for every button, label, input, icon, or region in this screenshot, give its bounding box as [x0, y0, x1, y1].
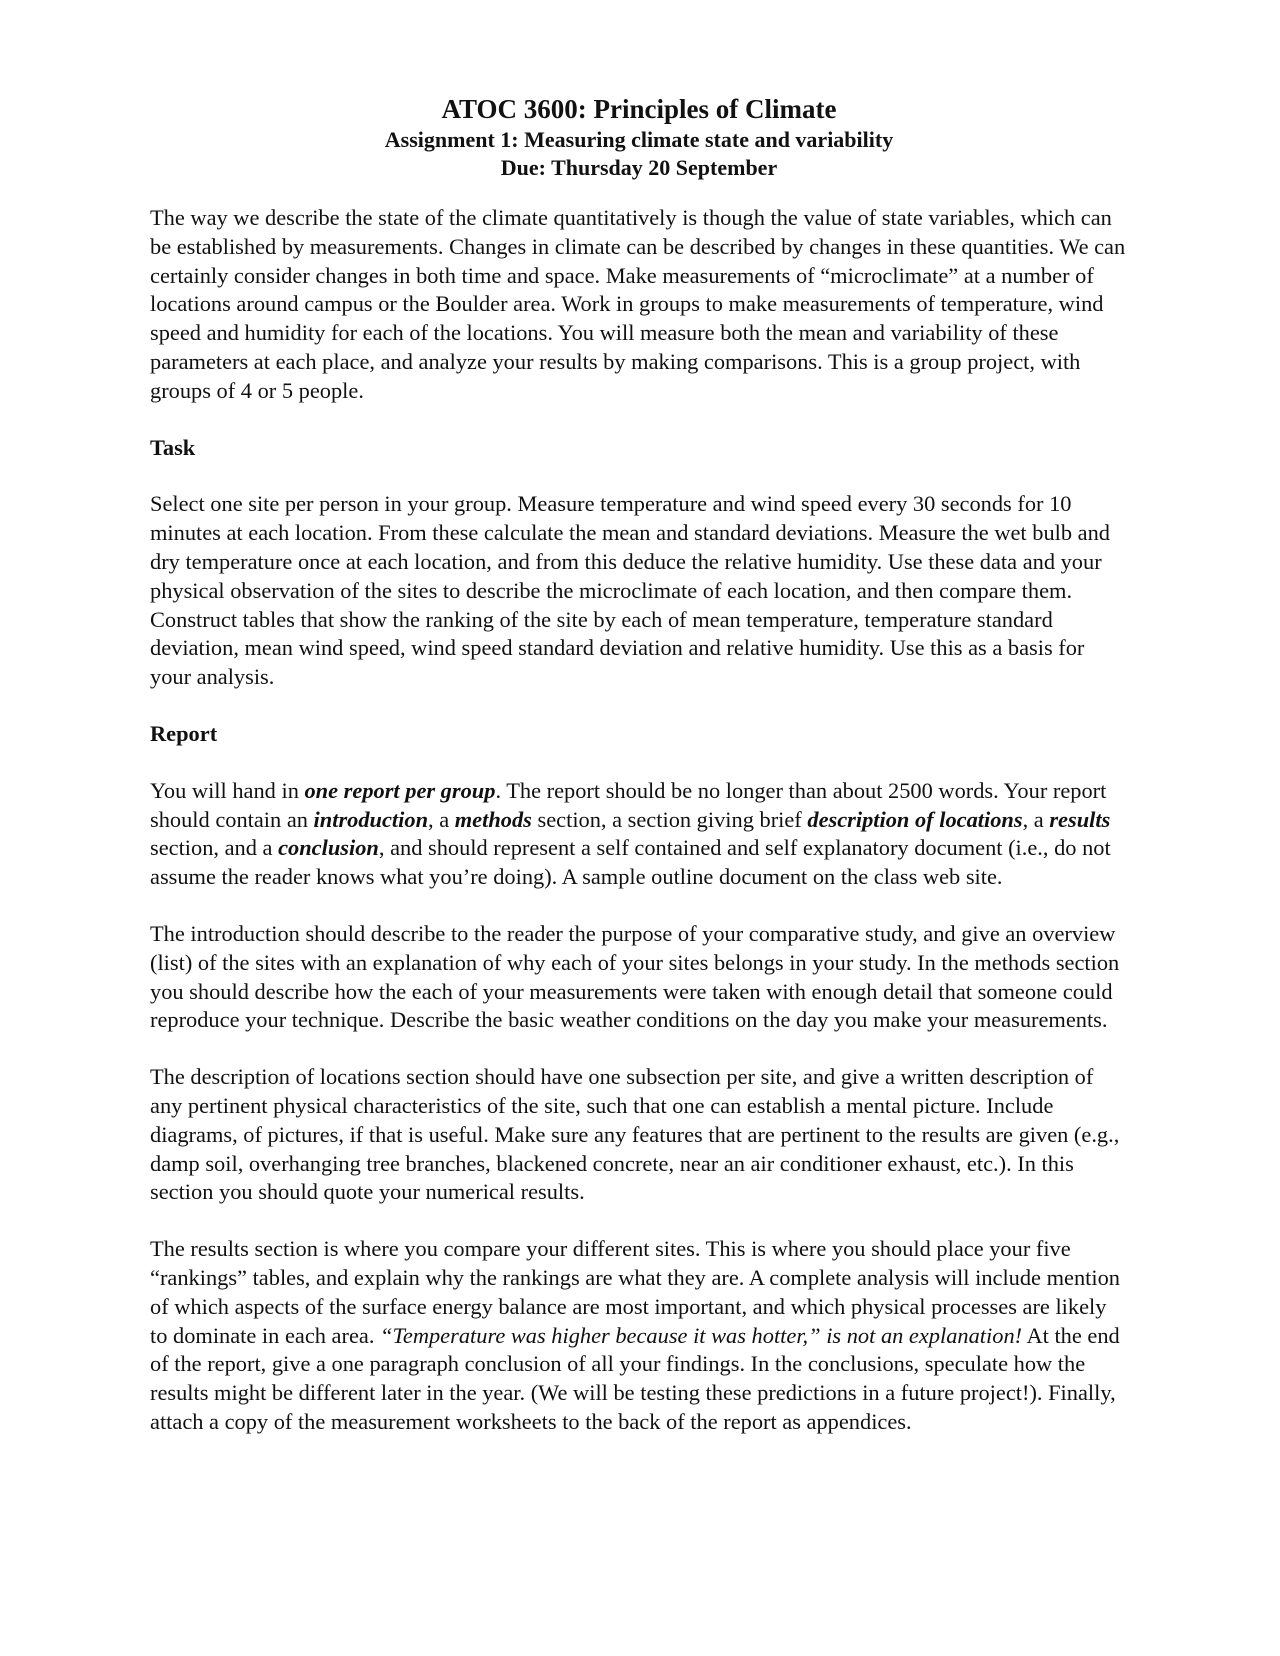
- intro-paragraph: The way we describe the state of the climate quantitatively is though the value of state variables, which can be established by measurements. Changes in climate can be described by changes in these quantities. We can certainly consider changes in both time and space. Make measurements of “microclimate” at a number of locations around campus or the Boulder area. Work in groups to make measurements of temperature, wind speed and humidity for each of the locations. You will measure both the mean and variability of these parameters at each place, and analyze your results by making comparisons. This is a group project, with groups of 4 or 5 people.: [150, 205, 1126, 403]
- emphasis-conclusion: conclusion: [278, 835, 379, 861]
- emphasis-description: description of locations: [807, 806, 1023, 832]
- report-paragraph-1: You will hand in one report per group. The report should be no longer than about 2500 words. Your report should contain an introduction, a methods section, a section giving brief description of locations, a results section, and a conclusion, and should represent a self contained and self explanatory document (i.e., do not assume the reader knows what you’re doing). A sample outline document on the class web site.: [150, 777, 1111, 890]
- report-paragraph-2: The introduction should describe to the reader the purpose of your comparative study, and give an overview (list) of the sites with an explanation of why each of your sites belongs in your study. In the methods section you should describe how the each of your measurements were taken with enough detail that someone could reproduce your technique. Describe the basic weather conditions on the day you make your measurements.: [150, 920, 1120, 1033]
- report-heading: Report: [150, 720, 218, 746]
- emphasis-one-report: one report per group: [304, 777, 496, 803]
- report-paragraph-3: The description of locations section should have one subsection per site, and give a written description of any pertinent physical characteristics of the site, such that one can establish a mental picture. Include diagrams, of pictures, if that is useful. Make sure any features that are pertinent to the results are given (e.g., damp soil, overhanging tree branches, blackened concrete, near an air conditioner exhaust, etc.). In this section you should quote your numerical results.: [150, 1064, 1120, 1205]
- emphasis-results: results: [1049, 806, 1111, 832]
- course-title: ATOC 3600: Principles of Climate: [441, 94, 837, 124]
- emphasis-introduction: introduction: [313, 806, 429, 832]
- title-block: [150, 92, 1128, 182]
- assignment-title: Assignment 1: Measuring climate state and variability: [384, 127, 894, 152]
- task-paragraph: Select one site per person in your group. Measure temperature and wind speed every 30 seconds for 10 minutes at each location. From these calculate the mean and standard deviations. Measure the wet bulb and dry temperature once at each location, and from this deduce the relative humidity. Use these data and your physical observation of the sites to describe the microclimate of each location, and then compare them. Construct tables that show the ranking of the site by each of mean temperature, temperature standard deviation, mean wind speed, wind speed standard deviation and relative humidity. Use this as a basis for your analysis.: [150, 491, 1110, 690]
- report-paragraph-4: The results section is where you compare your different sites. This is where you should place your five “rankings” tables, and explain why the rankings are what they are. A complete analysis will include mention of which aspects of the surface energy balance are most important, and which physical processes are likely to dominate in each area. “Temperature was higher because it was hotter,” is not an explanation! At the end of the report, give a one paragraph conclusion of all your findings. In the conclusions, speculate how the results might be different later in the year. (We will be testing these predictions in a future project!). Finally, attach a copy of the measurement worksheets to the back of the report as appendices.: [150, 1236, 1120, 1434]
- italic-quote: “Temperature was higher because it was hotter,” is not an explanation!: [380, 1322, 1023, 1348]
- task-heading: Task: [150, 434, 196, 460]
- due-date: Due: Thursday 20 September: [500, 155, 778, 180]
- emphasis-methods: methods: [454, 806, 532, 832]
- document-page: [150, 92, 1128, 1437]
